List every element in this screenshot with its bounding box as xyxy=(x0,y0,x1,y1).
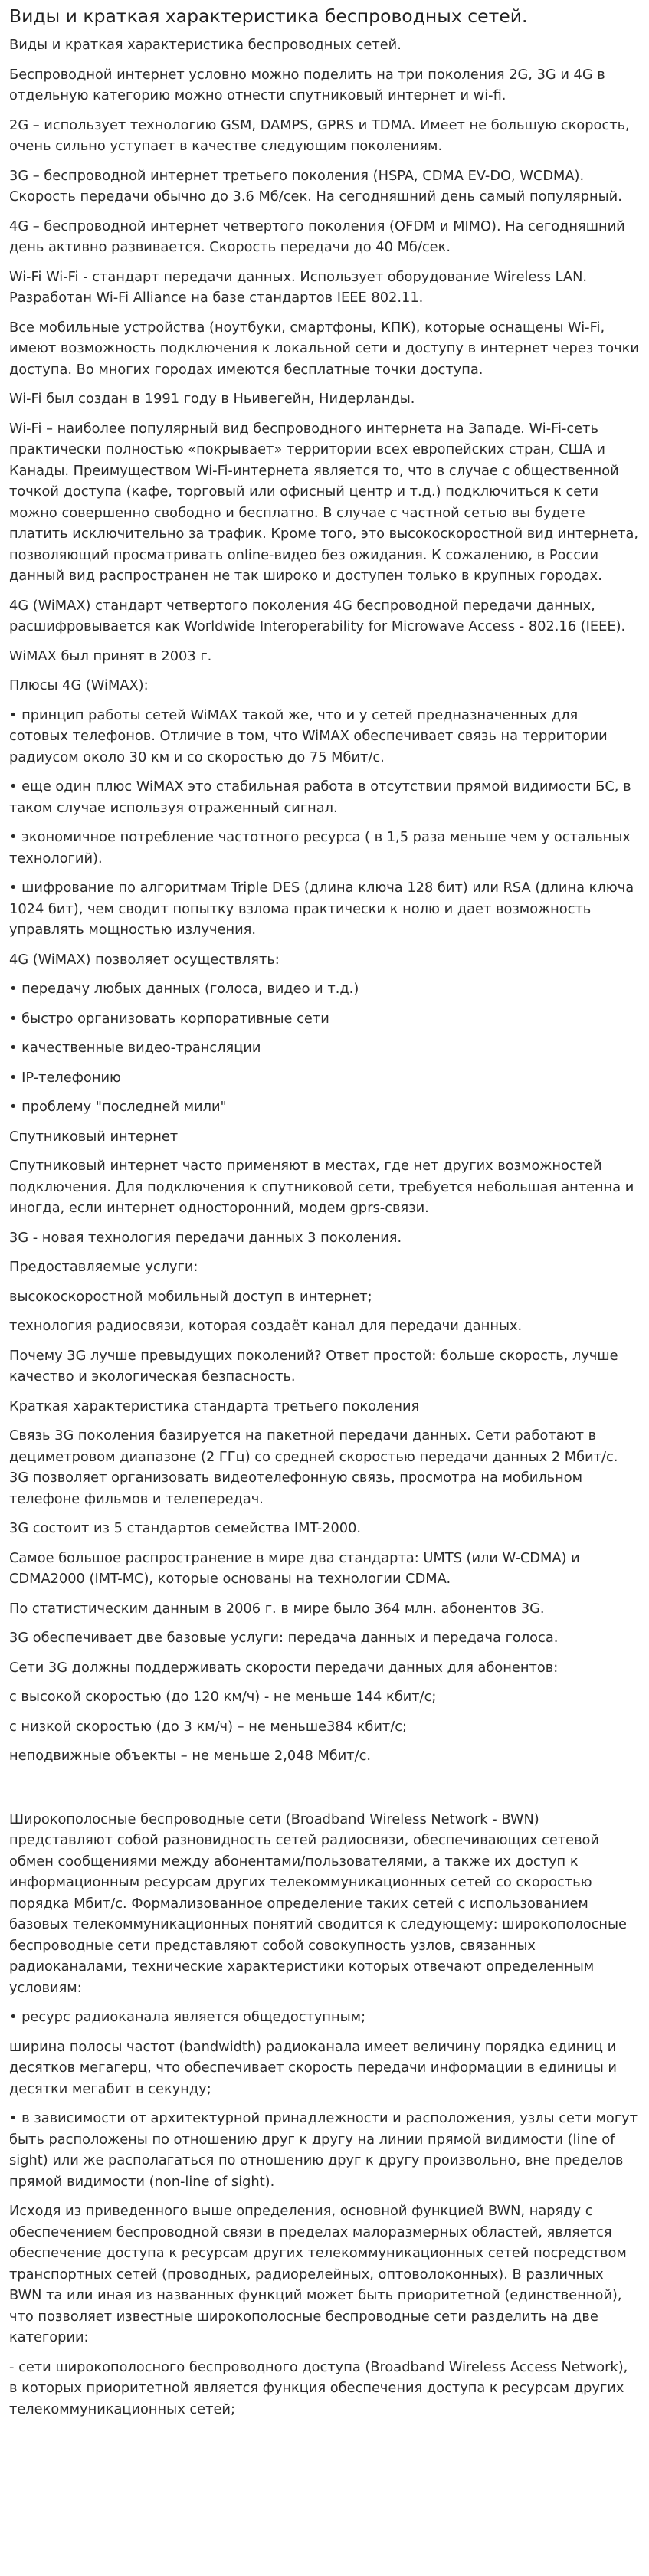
paragraph: Сети 3G должны поддерживать скорости передачи данных для абонентов: xyxy=(9,1659,559,1676)
paragraph: • IP-телефонию xyxy=(9,1069,121,1086)
paragraph: Виды и краткая характеристика беспроводных сетей. xyxy=(9,37,402,53)
paragraph: • быстро организовать корпоративные сети xyxy=(9,1010,329,1027)
paragraph: 4G (WiMAX) позволяет осуществлять: xyxy=(9,951,280,968)
paragraph: 2G – использует технологию GSM, DAMPS, GPRS и TDMA. Имеет не большую скорость, очень сильно уступает в качестве следующим поколениям. xyxy=(9,116,630,154)
paragraph: Широкополосные беспроводные сети (Broadband Wireless Network - BWN) представляют собой разновидность сетей радиосвязи, обеспечивающих сетевой обмен сообщениями между абонентами/пользователями, а также их доступ к информационным ресурсам других телекоммуникационных сетей со скоростью порядка Мбит/с. Формализованное определение таких сетей с использованием базовых телекоммуникационных понятий сводится к следующему: широкополосные беспроводные сети представляют собой совокупность узлов, связанных радиоканалами, технические характеристики которых отвечают определенным условиям: xyxy=(9,1811,627,1996)
article-body xyxy=(9,34,640,1767)
paragraph: Краткая характеристика стандарта третьего поколения xyxy=(9,1398,420,1414)
paragraph: Самое большое распространение в мире два стандарта: UMTS (или W-CDMA) и CDMA2000 (IMT-MC), которые основаны на технологии CDMA. xyxy=(9,1549,580,1587)
paragraph: • принцип работы сетей WiMAX такой же, что и у сетей предназначенных для сотовых телефонов. Отличие в том, что WiMAX обеспечивает связь на территории радиусом около 30 км и со скоростью до 75 Мбит/с. xyxy=(9,706,608,765)
paragraph: Спутниковый интернет часто применяют в местах, где нет других возможностей подключения. Для подключения к спутниковой сети, требуется небольшая антенна и иногда, если интернет односторонний, модем gprs-связи. xyxy=(9,1158,634,1216)
paragraph: Исходя из приведенного выше определения, основной функцией BWN, наряду с обеспечением беспроводной связи в пределах малоразмерных областей, является обеспечение доступа к ресурсам других телекоммуникационных сетей посредством транспортных сетей (проводных, радиорелейных, оптоволоконных). В различных BWN та или иная из названных функций может быть приоритетной (единственной), что позволяет известные широкополосные беспроводные сети разделить на две категории: xyxy=(9,2203,627,2345)
paragraph: 4G (WiMAX) стандарт четвертого поколения 4G беспроводной передачи данных, расшифровывается как Worldwide Interoperability for Microwave Access - 802.16 (IEEE). xyxy=(9,597,626,634)
paragraph: Предоставляемые услуги: xyxy=(9,1259,198,1275)
paragraph: 3G состоит из 5 стандартов семейства IMT-2000. xyxy=(9,1520,362,1536)
section-gap xyxy=(9,1775,640,1809)
paragraph: 3G - новая технология передачи данных 3 поколения. xyxy=(9,1229,402,1246)
paragraph: неподвижные объекты – не меньше 2,048 Мбит/с. xyxy=(9,1748,372,1764)
paragraph: 4G – беспроводной интернет четвертого поколения (OFDM и MIMO). На сегодняшний день активно развивается. Скорость передачи до 40 Мб/сек. xyxy=(9,218,625,255)
paragraph: 3G – беспроводной интернет третьего поколения (HSPA, CDMA EV-DO, WCDMA). Скорость передачи обычно до 3.6 Мб/сек. На сегодняшний день самый популярный. xyxy=(9,167,622,205)
paragraph: • передачу любых данных (голоса, видео и т.д.) xyxy=(9,981,359,997)
paragraph: 3G обеспечивает две базовые услуги: передача данных и передача голоса. xyxy=(9,1630,559,1646)
paragraph: высокоскоростной мобильный доступ в интернет; xyxy=(9,1288,372,1305)
paragraph: Спутниковый интернет xyxy=(9,1128,179,1145)
paragraph: ширина полосы частот (bandwidth) радиоканала имеет величину порядка единиц и десятков мегагерц, что обеспечивает скорость передачи информации в единицы и десятки мегабит в секунду; xyxy=(9,2038,617,2097)
paragraph: технология радиосвязи, которая создаёт канал для передачи данных. xyxy=(9,1318,523,1334)
paragraph: • в зависимости от архитектурной принадлежности и расположения, узлы сети могут быть расположены по отношению друг к другу на линии прямой видимости (line of sight) или же располагаться по отношению друг к другу произвольно, вне пределов прямой видимости (non-line of sight). xyxy=(9,2110,638,2190)
paragraph: Wi-Fi Wi-Fi - стандарт передачи данных. Использует оборудование Wireless LAN. Разработан Wi-Fi Alliance на базе стандартов IEEE 802.11. xyxy=(9,268,588,306)
paragraph: Связь 3G поколения базируется на пакетной передачи данных. Сети работают в дециметровом диапазоне (2 ГГц) со средней скоростью передачи данных 2 Мбит/с. 3G позволяет организовать видеотелефонную связь, просмотра на мобильном телефоне фильмов и телепередач. xyxy=(9,1427,618,1507)
paragraph: • проблему "последней мили" xyxy=(9,1099,227,1115)
paragraph: • ресурс радиоканала является общедоступным; xyxy=(9,2009,366,2025)
page-title: Виды и краткая характеристика беспроводных сетей. xyxy=(9,5,528,27)
paragraph: Все мобильные устройства (ноутбуки, смартфоны, КПК), которые оснащены Wi-Fi, имеют возможность подключения к локальной сети и доступу в интернет через точки доступа. Во многих городах имеются бесплатные точки доступа. xyxy=(9,319,639,378)
article-body-bwn xyxy=(9,1809,640,2420)
paragraph: Wi-Fi – наиболее популярный вид беспроводного интернета на Западе. Wi-Fi-сеть практически полностью «покрывает» территории всех европейских стран, США и Канады. Преимуществом Wi-Fi-интернета является то, что в случае с общественной точкой доступа (кафе, торговый или офисный центр и т.д.) подключиться к сети можно совершенно свободно и бесплатно. В случае с частной сетью вы будете платить исключительно за трафик. Кроме того, это высокоскоростной вид интернета, позволяющий просматривать online-видео без ожидания. К сожалению, в России данный вид распространен не так широко и доступен только в крупных городах. xyxy=(9,420,639,584)
paragraph: • экономичное потребление частотного ресурса ( в 1,5 раза меньше чем у остальных технологий). xyxy=(9,829,631,867)
paragraph: Плюсы 4G (WiMAX): xyxy=(9,677,149,693)
paragraph: Почему 3G лучше превыдущих поколений? Ответ простой: больше скорость, лучше качество и экологическая безпасность. xyxy=(9,1347,618,1385)
paragraph: с высокой скоростью (до 120 км/ч) - не меньше 144 кбит/с; xyxy=(9,1689,437,1705)
paragraph: • качественные видео-трансляции xyxy=(9,1040,261,1056)
paragraph: По статистическим данным в 2006 г. в мире было 364 млн. абонентов 3G. xyxy=(9,1600,545,1617)
paragraph: - сети широкополосного беспроводного доступа (Broadband Wireless Access Network), в которых приоритетной является функция обеспечения доступа к ресурсам других телекоммуникационных сетей; xyxy=(9,2358,628,2417)
paragraph: • шифрование по алгоритмам Triple DES (длина ключа 128 бит) или RSA (длина ключа 1024 бит), чем сводит попытку взлома практически к нолю и дает возможность управлять мощностью излучения. xyxy=(9,880,634,938)
paragraph: с низкой скоростью (до 3 км/ч) – не меньше384 кбит/с; xyxy=(9,1718,408,1735)
paragraph: Беспроводной интернет условно можно поделить на три поколения 2G, 3G и 4G в отдельную категорию можно отнести спутниковый интернет и wi-fi. xyxy=(9,66,605,103)
paragraph: Wi-Fi был создан в 1991 году в Ньивегейн, Нидерланды. xyxy=(9,391,415,407)
paragraph: • еще один плюс WiMAX это стабильная работа в отсутствии прямой видимости БС, в таком случае используя отраженный сигнал. xyxy=(9,778,631,816)
paragraph: WiMAX был принят в 2003 г. xyxy=(9,647,212,664)
